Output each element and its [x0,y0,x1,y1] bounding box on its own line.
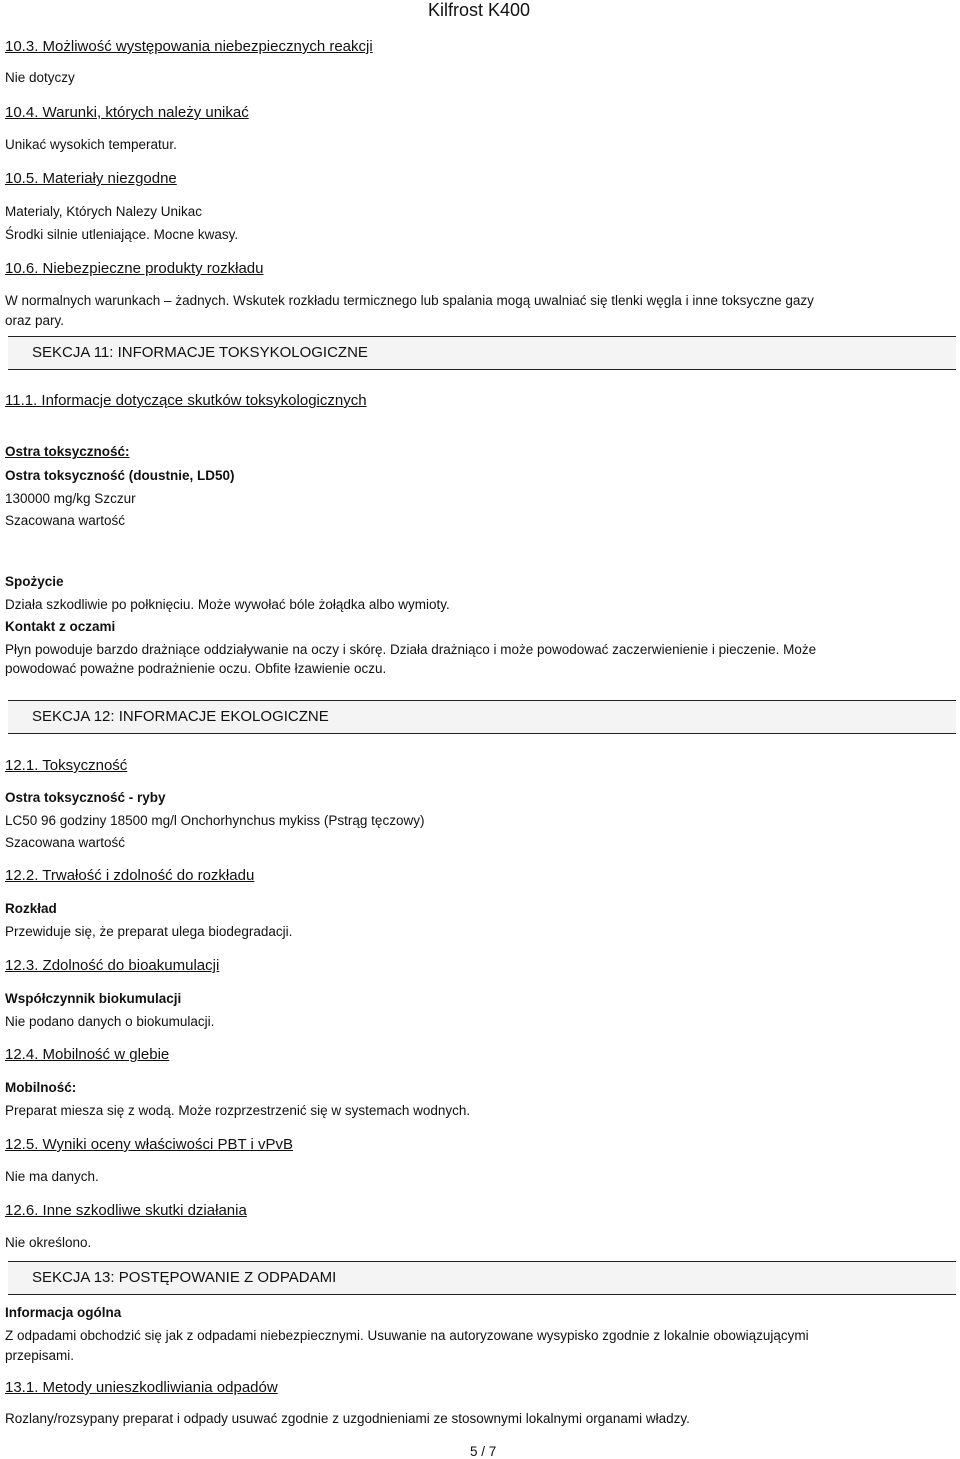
ingestion-label: Spożycie [5,574,64,589]
heading-12-5: 12.5. Wyniki oceny właściwości PBT i vPvB [5,1136,294,1153]
section-13-bar [8,1261,956,1295]
text-10-5: Środki silnie utleniające. Mocne kwasy. [5,227,239,242]
estimate-note: Szacowana wartość [5,513,126,528]
mobility-label: Mobilność: [5,1080,77,1095]
heading-10-4: 10.4. Warunki, których należy unikać [5,104,249,121]
heading-12-1: 12.1. Toksyczność [5,757,128,774]
eye-contact-text-line1: Płyn powoduje barzdo drażniące oddziaływanie na oczy i skórę. Działa drażniąco i może powodować zaczerwienienie i pieczenie. Może [5,642,817,657]
bioaccumulation-label: Współczynnik biokumulacji [5,991,182,1006]
general-info-text-line2: przepisami. [5,1348,75,1363]
text-10-4: Unikać wysokich temperatur. [5,137,177,152]
fish-estimate-note: Szacowana wartość [5,835,126,850]
heading-11-1: 11.1. Informacje dotyczące skutków toksykologicznych [5,392,367,409]
heading-12-6: 12.6. Inne szkodliwe skutki działania [5,1202,247,1219]
heading-10-3: 10.3. Możliwość występowania niebezpiecznych reakcji [5,38,373,55]
section-11-bar [8,336,956,370]
text-10-3: Nie dotyczy [5,70,75,85]
heading-12-2: 12.2. Trwałość i zdolność do rozkładu [5,867,255,884]
text-10-6-line1: W normalnych warunkach – żadnych. Wskutek rozkładu termicznego lub spalania mogą uwalniać się tlenki węgla i inne toksyczne gazy [5,293,814,308]
bioaccumulation-text: Nie podano danych o biokumulacji. [5,1014,215,1029]
section-12-bar [8,700,956,734]
heading-13-1: 13.1. Metody unieszkodliwiania odpadów [5,1379,278,1396]
degradation-text: Przewiduje się, że preparat ulega biodegradacji. [5,924,293,939]
text-10-6-line2: oraz pary. [5,313,65,328]
mobility-text: Preparat miesza się z wodą. Może rozprzestrzenić się w systemach wodnych. [5,1103,471,1118]
heading-12-4: 12.4. Mobilność w glebie [5,1046,170,1063]
eye-contact-text-line2: powodować poważne podrażnienie oczu. Obfite łzawienie oczu. [5,661,387,676]
pbt-text: Nie ma danych. [5,1169,99,1184]
oral-ld50-value: 130000 mg/kg Szczur [5,491,136,506]
section-12-title: SEKCJA 12: INFORMACJE EKOLOGICZNE [32,708,329,725]
ingestion-text: Działa szkodliwie po połknięciu. Może wywołać bóle żołądka albo wymioty. [5,597,450,612]
page-number: 5 / 7 [470,1444,497,1459]
disposal-text: Rozlany/rozsypany preparat i odpady usuwać zgodnie z uzgodnieniami ze stosownymi lokalnymi organami władzy. [5,1411,690,1426]
heading-12-3: 12.3. Zdolność do bioakumulacji [5,957,220,974]
product-name: Kilfrost K400 [428,0,531,20]
heading-10-5: 10.5. Materiały niezgodne [5,170,177,187]
degradation-label: Rozkład [5,901,57,916]
heading-10-6: 10.6. Niebezpieczne produkty rozkładu [5,260,264,277]
eye-contact-label: Kontakt z oczami [5,619,116,634]
general-info-text-line1: Z odpadami obchodzić się jak z odpadami niebezpiecznymi. Usuwanie na autoryzowane wysypisko zgodnie z lokalnie obowiązującymi [5,1328,809,1343]
fish-toxicity-value: LC50 96 godziny 18500 mg/l Onchorhynchus mykiss (Pstrąg tęczowy) [5,813,425,828]
section-13-title: SEKCJA 13: POSTĘPOWANIE Z ODPADAMI [32,1269,337,1286]
acute-toxicity-label: Ostra toksyczność: [5,444,130,459]
fish-toxicity-label: Ostra toksyczność - ryby [5,790,166,805]
section-11-title: SEKCJA 11: INFORMACJE TOKSYKOLOGICZNE [32,344,368,361]
general-info-label: Informacja ogólna [5,1305,122,1320]
other-effects-text: Nie określono. [5,1235,92,1250]
oral-ld50-label: Ostra toksyczność (doustnie, LD50) [5,468,235,483]
label-10-5: Materialy, Których Nalezy Unikac [5,204,203,219]
